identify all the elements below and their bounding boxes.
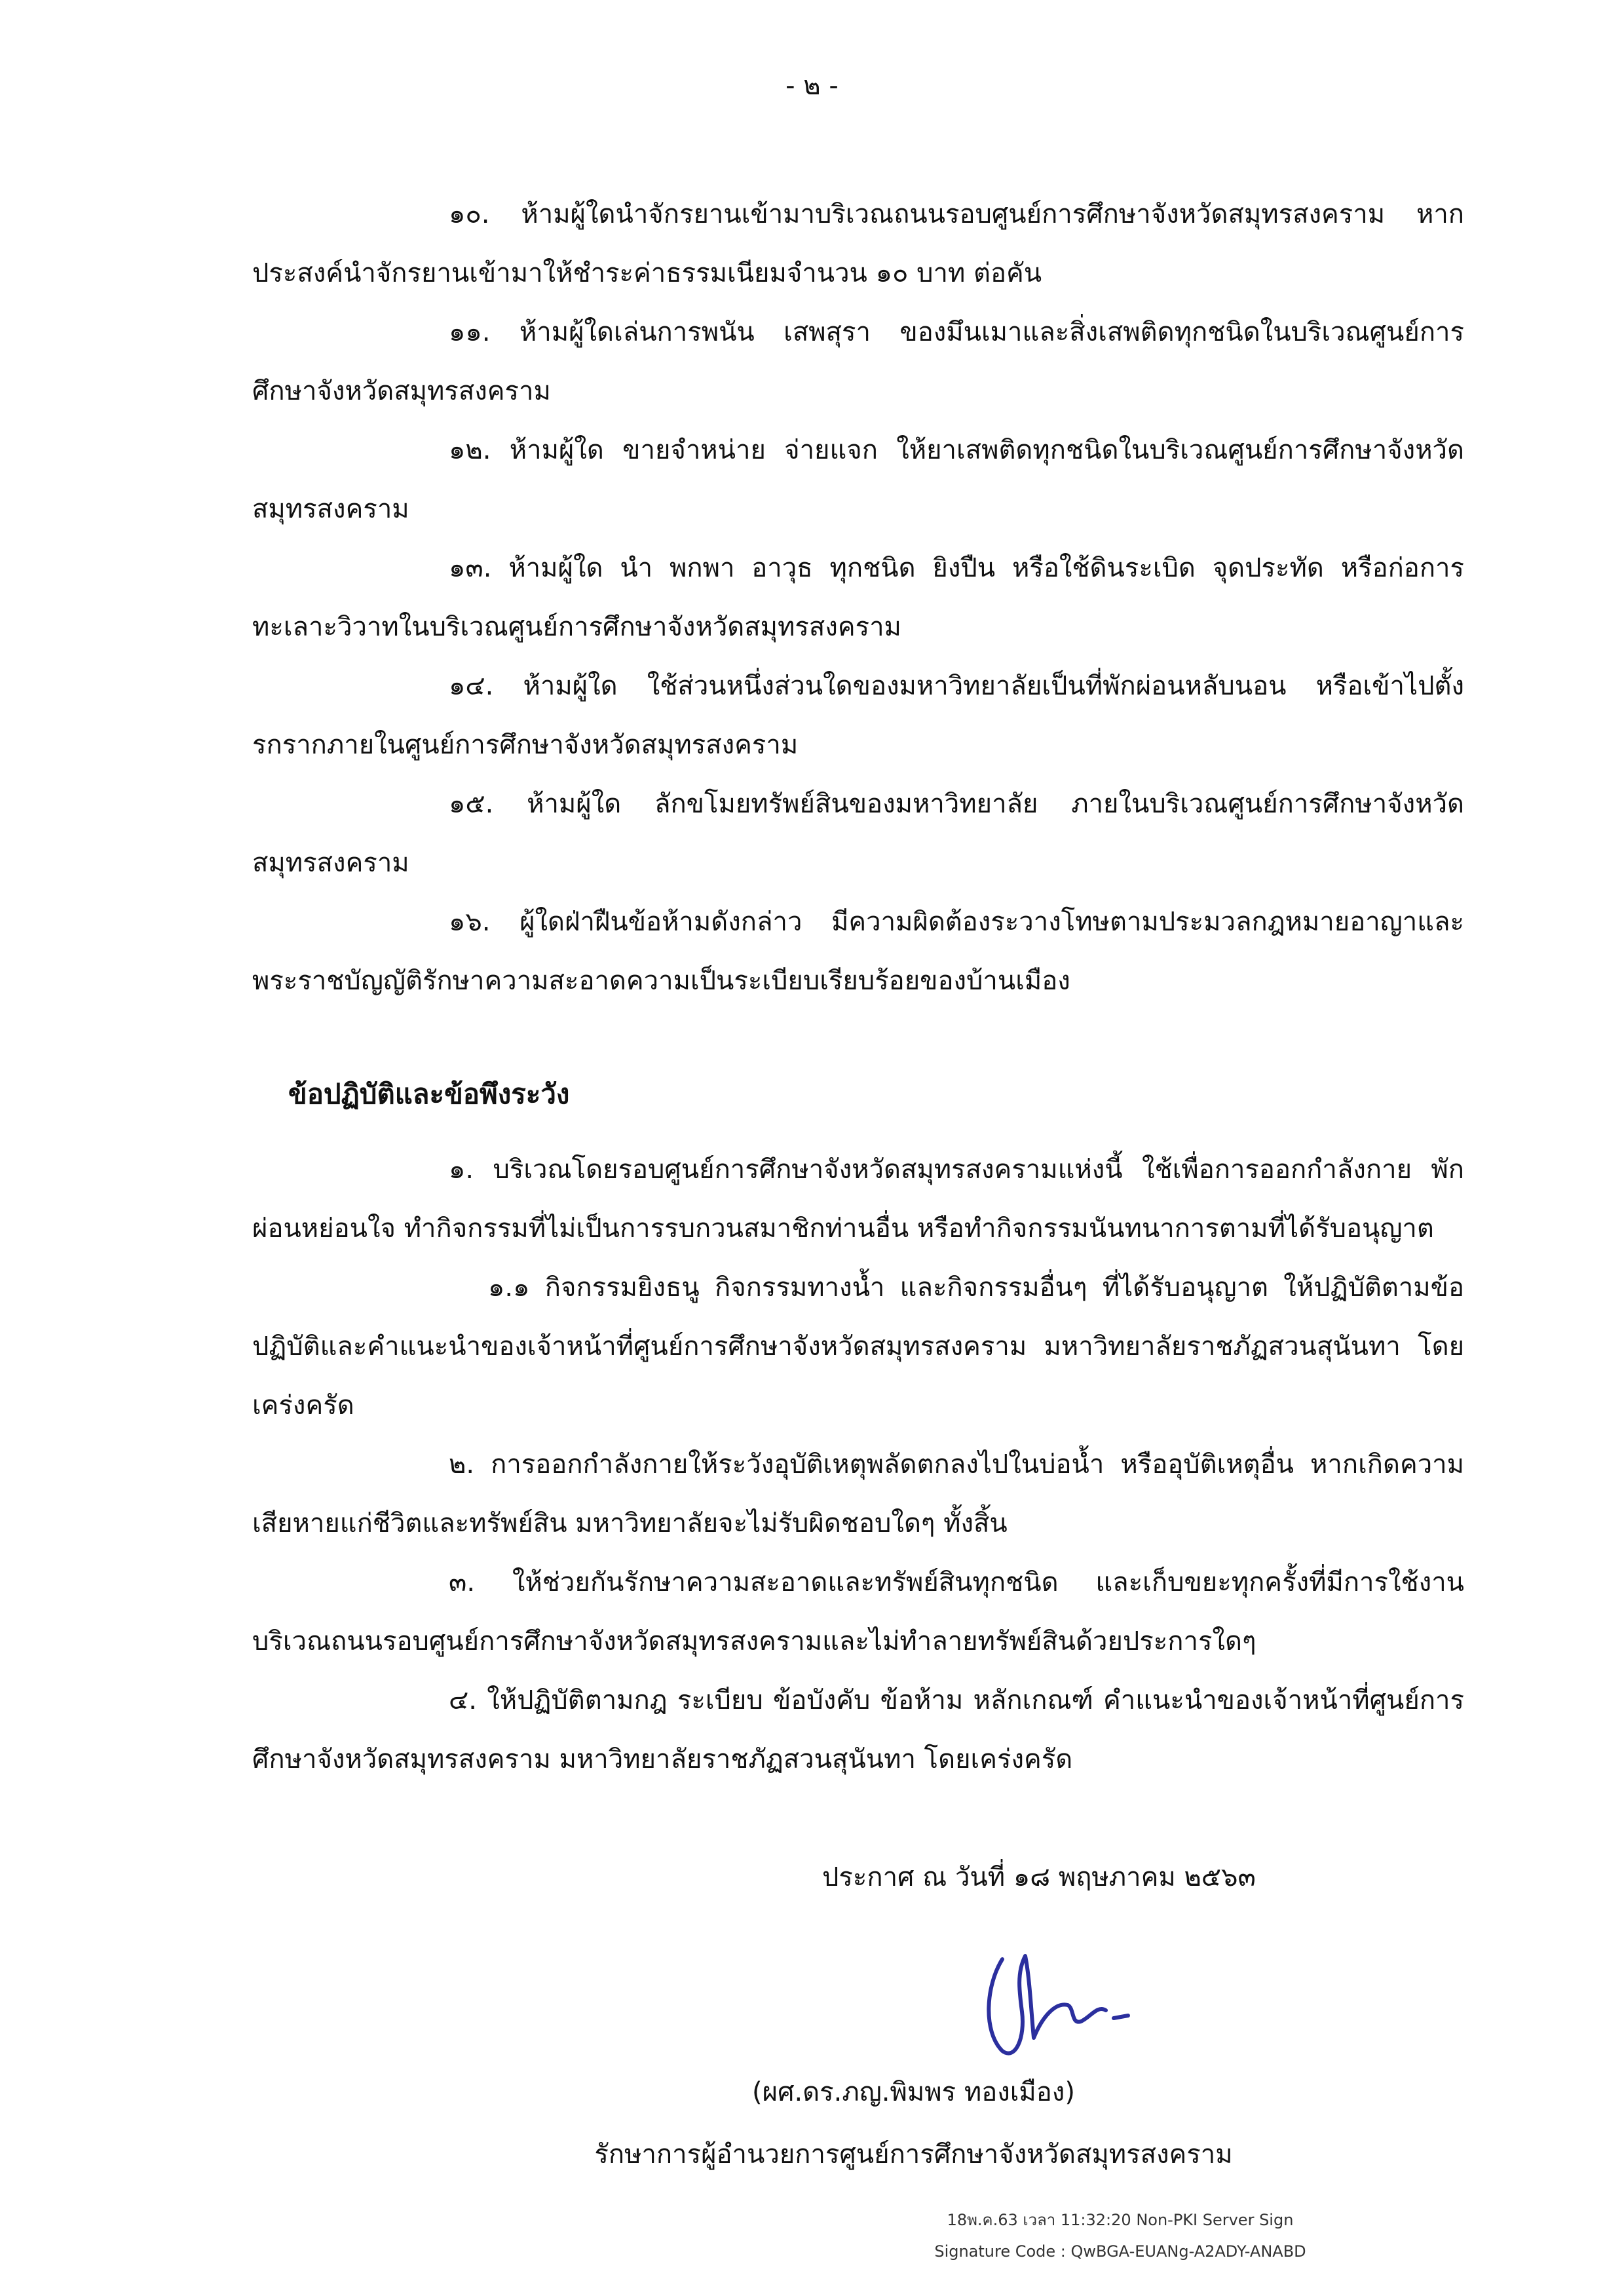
paragraph-line: เสียหายแก่ชีวิตและทรัพย์สิน มหาวิทยาลัยจะไม่รับผิดชอบใดๆ ทั้งสิ้น: [252, 1508, 1008, 1539]
paragraph-line: ๑.๑ กิจกรรมยิงธนู กิจกรรมทางน้ำ และกิจกรรมอื่นๆ ที่ได้รับอนุญาต ให้ปฏิบัติตามข้อ: [488, 1272, 1464, 1303]
paragraph-line: ศึกษาจังหวัดสมุทรสงคราม มหาวิทยาลัยราชภัฏสวนสุนันทา โดยเคร่งครัด: [252, 1744, 1073, 1774]
paragraph-line: ผ่อนหย่อนใจ ทำกิจกรรมที่ไม่เป็นการรบกวนสมาชิกท่านอื่น หรือทำกิจกรรมนันทนาการตามที่ได้รับอนุญาต: [252, 1214, 1434, 1244]
sign-timestamp: 18พ.ค.63 เวลา 11:32:20 Non-PKI Server Sign: [947, 2211, 1294, 2229]
signer-name: (ผศ.ดร.ภญ.พิมพร ทองเมือง): [752, 2077, 1075, 2107]
practice-1-1: [252, 1258, 1464, 1435]
paragraph-line: สมุทรสงคราม: [252, 494, 409, 524]
prohibition-13: [252, 539, 1464, 657]
practice-2: [252, 1435, 1464, 1553]
section-heading: ข้อปฏิบัติและข้อพึงระวัง: [288, 1078, 570, 1110]
paragraph-line: ศึกษาจังหวัดสมุทรสงคราม: [252, 376, 551, 406]
prohibition-12: [252, 421, 1464, 539]
paragraph-line: รกรากภายในศูนย์การศึกษาจังหวัดสมุทรสงคราม: [252, 730, 799, 760]
practice-3: [252, 1553, 1464, 1671]
paragraph-line: บริเวณถนนรอบศูนย์การศึกษาจังหวัดสมุทรสงครามและไม่ทำลายทรัพย์สินด้วยประการใดๆ: [252, 1626, 1256, 1656]
paragraph-line: ๑๔. ห้ามผู้ใด ใช้ส่วนหนึ่งส่วนใดของมหาวิทยาลัยเป็นที่พักผ่อนหลับนอน หรือเข้าไปตั้ง: [449, 671, 1464, 701]
paragraph-line: ๒. การออกกำลังกายให้ระวังอุบัติเหตุพลัดตกลงไปในบ่อน้ำ หรืออุบัติเหตุอื่น หากเกิดความ: [449, 1449, 1464, 1480]
announcement-date: ประกาศ ณ วันที่ ๑๘ พฤษภาคม ๒๕๖๓: [822, 1862, 1256, 1892]
paragraph-line: ๑๖. ผู้ใดฝ่าฝืนข้อห้ามดังกล่าว มีความผิดต้องระวางโทษตามประมวลกฎหมายอาญาและ: [449, 907, 1464, 937]
practice-4: [252, 1671, 1464, 1789]
paragraph-line: ๔. ให้ปฏิบัติตามกฎ ระเบียบ ข้อบังคับ ข้อห้าม หลักเกณฑ์ คำแนะนำของเจ้าหน้าที่ศูนย์การ: [449, 1685, 1464, 1715]
paragraph-line: เคร่งครัด: [252, 1390, 354, 1421]
paragraph-line: ประสงค์นำจักรยานเข้ามาให้ชำระค่าธรรมเนียมจำนวน ๑๐ บาท ต่อคัน: [252, 258, 1042, 288]
page-number: - ๒ -: [785, 71, 839, 101]
prohibition-14: [252, 657, 1464, 775]
paragraph-line: ๑๓. ห้ามผู้ใด นำ พกพา อาวุธ ทุกชนิด ยิงปืน หรือใช้ดินระเบิด จุดประทัด หรือก่อการ: [449, 553, 1464, 583]
paragraph-line: ๑๑. ห้ามผู้ใดเล่นการพนัน เสพสุรา ของมึนเมาและสิ่งเสพติดทุกชนิดในบริเวณศูนย์การ: [449, 317, 1464, 347]
paragraph-line: ๑. บริเวณโดยรอบศูนย์การศึกษาจังหวัดสมุทรสงครามแห่งนี้ ใช้เพื่อการออกกำลังกาย พัก: [449, 1155, 1464, 1185]
paragraph-line: พระราชบัญญัติรักษาความสะอาดความเป็นระเบียบเรียบร้อยของบ้านเมือง: [252, 966, 1070, 996]
prohibition-15: [252, 775, 1464, 892]
prohibition-10: [252, 185, 1464, 303]
practice-1: [252, 1140, 1464, 1258]
handwritten-signature: [976, 1940, 1140, 2064]
paragraph-line: ๓. ให้ช่วยกันรักษาความสะอาดและทรัพย์สินทุกชนิด และเก็บขยะทุกครั้งที่มีการใช้งาน: [449, 1567, 1464, 1598]
prohibition-16: [252, 892, 1464, 1010]
paragraph-line: ปฏิบัติและคำแนะนำของเจ้าหน้าที่ศูนย์การศึกษาจังหวัดสมุทรสงคราม มหาวิทยาลัยราชภัฏสวนสุนันทา โดย: [252, 1331, 1464, 1362]
paragraph-line: ๑๐. ห้ามผู้ใดนำจักรยานเข้ามาบริเวณถนนรอบศูนย์การศึกษาจังหวัดสมุทรสงคราม หาก: [449, 199, 1464, 229]
signature-code: Signature Code : QwBGA-EUANg-A2ADY-ANABD: [934, 2242, 1306, 2261]
prohibition-11: [252, 303, 1464, 421]
signer-position: รักษาการผู้อำนวยการศูนย์การศึกษาจังหวัดสมุทรสงคราม: [594, 2139, 1233, 2170]
paragraph-line: สมุทรสงคราม: [252, 848, 409, 878]
paragraph-line: ๑๒. ห้ามผู้ใด ขายจำหน่าย จ่ายแจก ให้ยาเสพติดทุกชนิดในบริเวณศูนย์การศึกษาจังหวัด: [449, 435, 1464, 465]
paragraph-line: ทะเลาะวิวาทในบริเวณศูนย์การศึกษาจังหวัดสมุทรสงคราม: [252, 612, 901, 642]
paragraph-line: ๑๕. ห้ามผู้ใด ลักขโมยทรัพย์สินของมหาวิทยาลัย ภายในบริเวณศูนย์การศึกษาจังหวัด: [449, 789, 1464, 819]
